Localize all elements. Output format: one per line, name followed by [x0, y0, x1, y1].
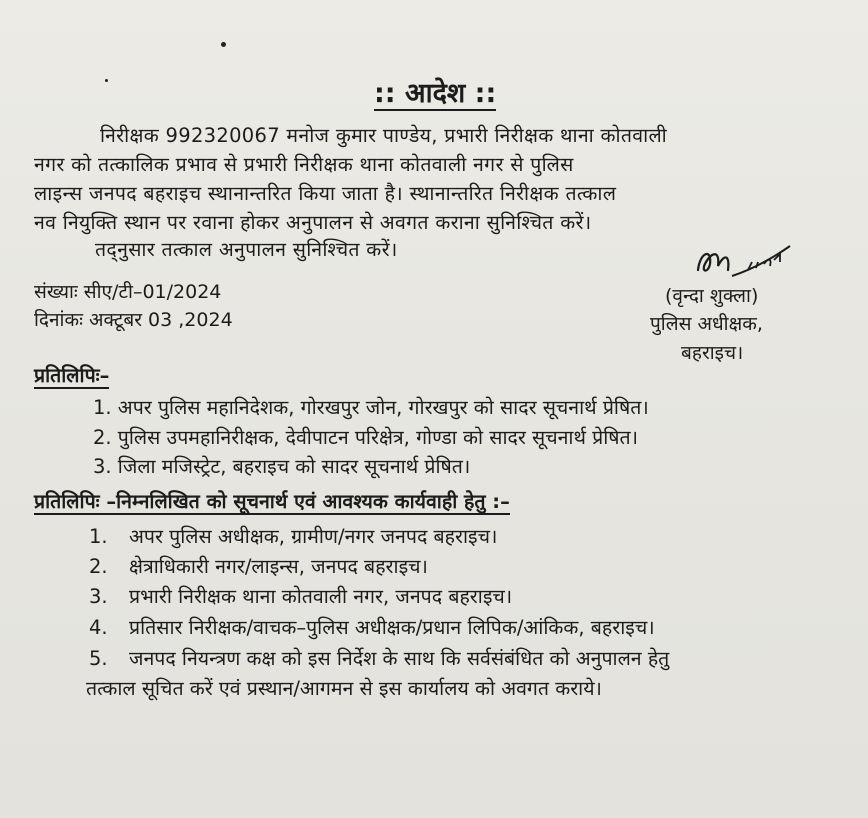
order-paragraph-line: नगर को तत्कालिक प्रभाव से प्रभारी निरीक्षक थाना कोतवाली नगर से पुलिस — [34, 153, 574, 176]
order-title: :: आदेश :: — [374, 78, 497, 109]
action-item-continuation: तत्काल सूचित करें एवं प्रस्थान/आगमन से इस कार्यालय को अवगत कराये। — [86, 677, 602, 700]
order-number: संख्याः सीए/टी–01/2024 — [34, 281, 222, 303]
ink-speck — [221, 42, 226, 47]
action-item-number: 5. — [89, 647, 108, 670]
action-item-text: प्रतिसार निरीक्षक/वाचक–पुलिस अधीक्षक/प्रधान लिपिक/आंकिक, बहराइच। — [129, 616, 655, 639]
copy-to-heading: प्रतिलिपिः– — [34, 364, 110, 387]
order-paragraph-line: निरीक्षक 992320067 मनोज कुमार पाण्डेय, प्रभारी निरीक्षक थाना कोतवाली — [100, 124, 668, 147]
action-item-number: 1. — [89, 525, 108, 548]
copy-to-item: 3. जिला मजिस्ट्रेट, बहराइच को सादर सूचनार्थ प्रेषित। — [93, 455, 471, 478]
order-paragraph-line: नव नियुक्ति स्थान पर रवाना होकर अनुपालन से अवगत कराना सुनिश्चित करें। — [34, 211, 592, 234]
action-item-number: 4. — [89, 616, 108, 639]
action-item-text: अपर पुलिस अधीक्षक, ग्रामीण/नगर जनपद बहराइच। — [129, 525, 498, 548]
action-item-text: प्रभारी निरीक्षक थाना कोतवाली नगर, जनपद बहराइच। — [129, 585, 513, 608]
signatory-name: (वृन्दा शुक्ला) — [665, 285, 759, 307]
action-item-text: जनपद नियन्त्रण कक्ष को इस निर्देश के साथ कि सर्वसंबंधित को अनुपालन हेतु — [129, 647, 670, 670]
action-item-text: क्षेत्राधिकारी नगर/लाइन्स, जनपद बहराइच। — [129, 555, 428, 578]
action-item-number: 3. — [89, 585, 108, 608]
order-date: दिनांकः अक्टूबर 03 ,2024 — [34, 309, 233, 331]
copy-to-item: 1. अपर पुलिस महानिदेशक, गोरखपुर जोन, गोरखपुर को सादर सूचनार्थ प्रेषित। — [93, 396, 649, 419]
action-heading: प्रतिलिपिः –निम्नलिखित को सूचनार्थ एवं आवश्यक कार्यवाही हेतु :– — [34, 490, 510, 513]
copy-to-item: 2. पुलिस उपमहानिरीक्षक, देवीपाटन परिक्षेत्र, गोण्डा को सादर सूचनार्थ प्रेषित। — [93, 426, 639, 449]
signatory-designation: पुलिस अधीक्षक, — [650, 313, 763, 335]
order-paragraph-line: लाइन्स जनपद बहराइच स्थानान्तरित किया जाता है। स्थानान्तरित निरीक्षक तत्काल — [34, 182, 617, 205]
ink-speck — [105, 79, 108, 82]
order-paragraph-line: तद्नुसार तत्काल अनुपालन सुनिश्चित करें। — [95, 238, 398, 261]
action-item-number: 2. — [89, 555, 108, 578]
signatory-place: बहराइच। — [681, 342, 744, 364]
